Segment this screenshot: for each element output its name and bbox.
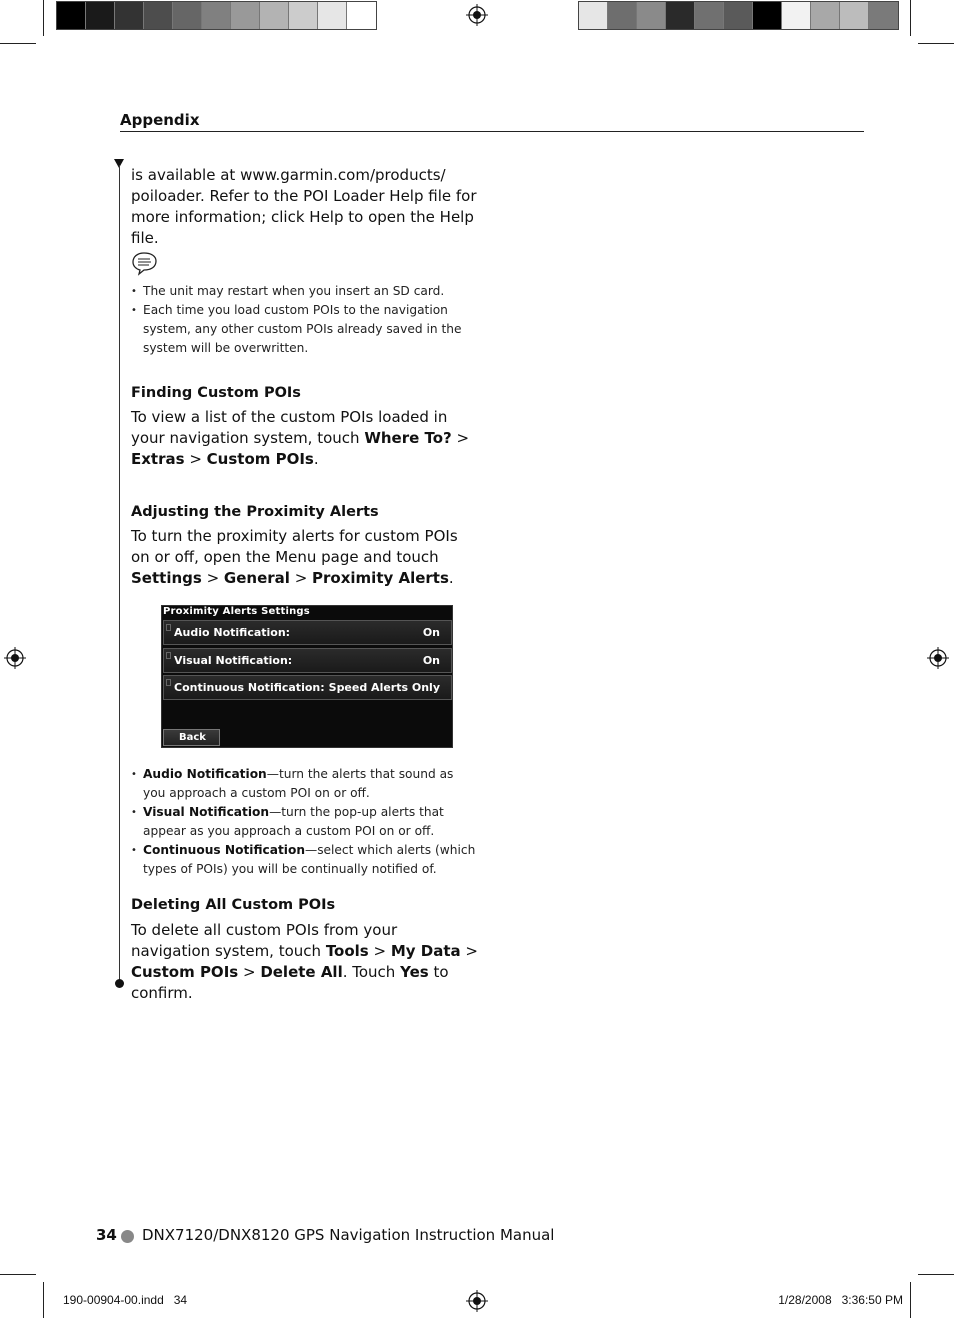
text-run: To delete all custom POIs from your navigation system, touch: [131, 921, 398, 960]
option-description: —turn the pop-up alerts that appear as you approach a custom POI on or off.: [143, 805, 444, 838]
intro-line: more information; click Help to open the Help file.: [131, 208, 474, 247]
intro-paragraph: [131, 165, 481, 249]
slug-date-info: 1/28/2008 3:36:50 PM: [778, 1293, 903, 1307]
menu-path-custom-pois: Custom POIs: [206, 450, 314, 468]
note-item: • Each time you load custom POIs to the navigation system, any other custom POIs already saved in the system will be overwritten.: [131, 301, 476, 358]
menu-path-extras: Extras: [131, 450, 185, 468]
color-swatch: [637, 2, 666, 29]
row-notch-icon: [166, 624, 171, 631]
color-swatch: [144, 2, 173, 29]
color-swatch: [608, 2, 637, 29]
text-run: .: [448, 569, 454, 587]
color-swatch: [811, 2, 840, 29]
text-run: . Touch: [342, 963, 401, 981]
visual-notification-row[interactable]: [163, 648, 452, 673]
text-run: .: [313, 450, 319, 468]
color-swatch: [666, 2, 695, 29]
crop-mark: [0, 1274, 36, 1275]
color-swatch: [347, 2, 376, 29]
crop-mark: [43, 0, 44, 36]
color-bar-left: [56, 1, 377, 30]
color-swatch: [289, 2, 318, 29]
path-separator: >: [451, 429, 470, 447]
text-run: To view a list of the custom POIs loaded in your navigation system, touch: [131, 408, 448, 447]
menu-path-proximity-alerts: Proximity Alerts: [312, 569, 449, 587]
row-notch-icon: [166, 652, 171, 659]
registration-mark-icon: [927, 647, 949, 669]
color-swatch: [86, 2, 115, 29]
setting-label: Continuous Notification:: [174, 681, 325, 694]
note-item: • The unit may restart when you insert an SD card.: [131, 282, 476, 301]
color-swatch: [318, 2, 347, 29]
manual-title: DNX7120/DNX8120 GPS Navigation Instruction Manual: [142, 1226, 555, 1244]
color-swatch: [260, 2, 289, 29]
intro-line: poiloader. Refer to the POI Loader Help file for: [131, 187, 477, 205]
setting-label: Audio Notification:: [174, 626, 291, 639]
path-separator: >: [201, 569, 224, 587]
setting-value: On: [422, 626, 440, 639]
audio-notification-row[interactable]: [163, 620, 452, 645]
option-description: —turn the alerts that sound as you approach a custom POI on or off.: [143, 767, 454, 800]
crop-mark: [0, 43, 36, 44]
crop-mark: [918, 43, 954, 44]
path-separator: >: [368, 942, 391, 960]
color-swatch: [231, 2, 260, 29]
path-separator: >: [460, 942, 478, 960]
registration-mark-icon: [466, 1290, 488, 1312]
section-header: Appendix: [120, 111, 200, 129]
option-list: [131, 765, 479, 879]
color-bar-right: [578, 1, 899, 30]
color-swatch: [782, 2, 811, 29]
setting-value: On: [422, 654, 440, 667]
path-separator: >: [289, 569, 313, 587]
crop-mark: [918, 1274, 954, 1275]
color-swatch: [695, 2, 724, 29]
color-swatch: [115, 2, 144, 29]
option-term: Visual Notification: [143, 805, 270, 819]
deleting-heading: Deleting All Custom POIs: [131, 897, 336, 913]
menu-path-where-to: Where To?: [364, 429, 452, 447]
color-swatch: [57, 2, 86, 29]
setting-value: Speed Alerts Only: [328, 681, 440, 694]
color-swatch: [869, 2, 898, 29]
crop-mark: [910, 1282, 911, 1318]
back-button[interactable]: Back: [163, 729, 220, 746]
adjusting-heading: Adjusting the Proximity Alerts: [131, 504, 379, 520]
note-speech-bubble-icon: [131, 251, 158, 276]
color-swatch: [724, 2, 753, 29]
finding-heading: Finding Custom POIs: [131, 385, 301, 401]
option-item: [131, 803, 479, 841]
color-swatch: [579, 2, 608, 29]
footer-circle-icon: [121, 1230, 134, 1243]
registration-mark-icon: [466, 4, 488, 26]
row-notch-icon: [166, 679, 171, 686]
device-screen-title: Proximity Alerts Settings: [163, 606, 310, 617]
section-end-dot: [115, 979, 124, 988]
menu-path-custom-pois: Custom POIs: [131, 963, 239, 981]
menu-path-my-data: My Data: [390, 942, 461, 960]
option-item: [131, 841, 479, 879]
option-term: Continuous Notification: [143, 843, 306, 857]
crop-mark: [43, 1282, 44, 1318]
option-description: —select which alerts (which types of POIs) you will be continually notified of.: [143, 843, 476, 876]
confirm-yes: Yes: [400, 963, 429, 981]
registration-mark-icon: [4, 647, 26, 669]
menu-path-general: General: [223, 569, 290, 587]
option-item: [131, 765, 479, 803]
color-swatch: [840, 2, 869, 29]
deleting-paragraph: [131, 920, 481, 1004]
path-separator: >: [184, 450, 207, 468]
setting-label: Visual Notification:: [174, 654, 293, 667]
path-separator: >: [238, 963, 261, 981]
color-swatch: [753, 2, 782, 29]
page-number: 34: [96, 1226, 117, 1244]
text-run: To turn the proximity alerts for custom POIs on or off, open the Menu page and touch: [131, 527, 458, 566]
color-swatch: [173, 2, 202, 29]
crop-mark: [910, 0, 911, 36]
note-list: [131, 282, 476, 358]
color-swatch: [202, 2, 231, 29]
finding-paragraph: [131, 407, 481, 470]
menu-path-tools: Tools: [325, 942, 369, 960]
continuous-notification-row[interactable]: [163, 675, 452, 700]
adjusting-paragraph: [131, 526, 481, 589]
intro-line: is available at www.garmin.com/products/: [131, 166, 446, 184]
slug-file-info: 190-00904-00.indd 34: [63, 1293, 188, 1307]
header-rule: [120, 131, 864, 132]
text-run: to confirm.: [131, 963, 449, 1002]
device-screenshot: [161, 605, 453, 748]
option-term: Audio Notification: [143, 767, 267, 781]
continuation-line: [119, 165, 120, 983]
menu-path-delete-all: Delete All: [260, 963, 343, 981]
menu-path-settings: Settings: [131, 569, 202, 587]
